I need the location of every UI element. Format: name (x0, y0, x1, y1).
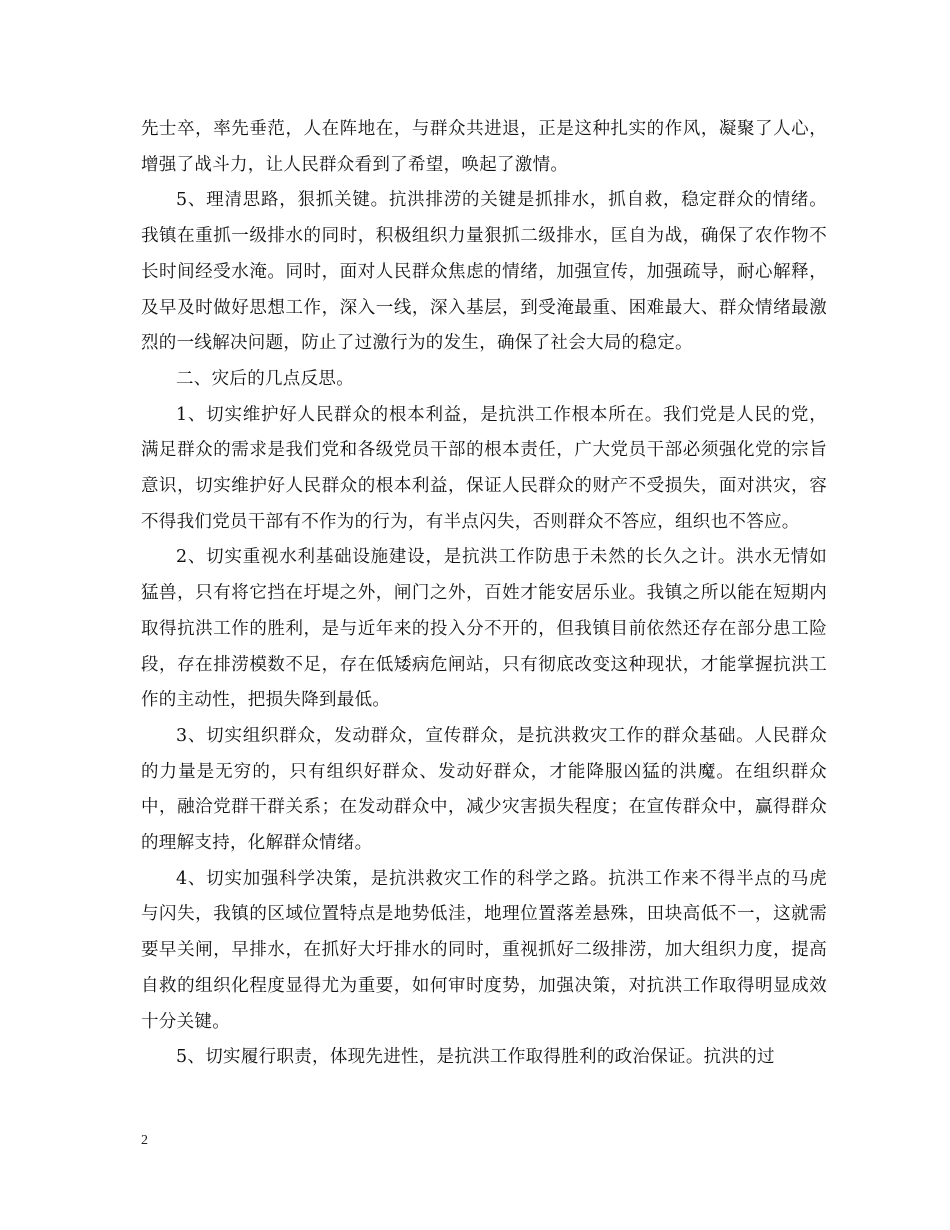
document-body (141, 112, 827, 1076)
paragraph-reflection-5: 5、切实履行职责，体现先进性，是抗洪工作取得胜利的政治保证。抗洪的过 (176, 1047, 775, 1068)
page-number: 2 (141, 1133, 148, 1148)
paragraph-reflection-1: 1、切实维护好人民群众的根本利益，是抗洪工作根本所在。我们党是人民的党，满足群众的需求是我们党和各级党员干部的根本责任，广大党员干部必须强化党的宗旨意识，切实维护好人民群众的根本利益，保证人民群众的财产不受损失，面对洪灾，容不得我们党员干部有不作为的行为，有半点闪失，否则群众不答应，组织也不答应。 (141, 404, 827, 532)
section-heading-reflections: 二、灾后的几点反思。 (176, 368, 354, 389)
paragraph-reflection-2: 2、切实重视水利基础设施建设，是抗洪工作防患于未然的长久之计。洪水无情如猛兽，只有将它挡在圩堤之外，闸门之外，百姓才能安居乐业。我镇之所以能在短期内取得抗洪工作的胜利，是与近年来的投入分不开的，但我镇目前依然还存在部分患工险段，存在排涝模数不足，存在低矮病危闸站，只有彻底改变这种现状，才能掌握抗洪工作的主动性，把损失降到最低。 (141, 547, 827, 711)
paragraph-reflection-3: 3、切实组织群众，发动群众，宣传群众，是抗洪救灾工作的群众基础。人民群众的力量是无穷的，只有组织好群众、发动好群众，才能降服凶猛的洪魔。在组织群众中，融洽党群干群关系；在发动群众中，减少灾害损失程度；在宣传群众中，赢得群众的理解支持，化解群众情绪。 (141, 725, 827, 854)
paragraph-reflection-4: 4、切实加强科学决策，是抗洪救灾工作的科学之路。抗洪工作来不得半点的马虎与闪失，我镇的区域位置特点是地势低洼，地理位置落差悬殊，田块高低不一，这就需要早关闸，早排水，在抓好大圩排水的同时，重视抓好二级排涝，加大组织力度，提高自救的组织化程度显得尤为重要，如何审时度势，加强决策，对抗洪工作取得明显成效十分关键。 (141, 868, 827, 1032)
paragraph-continuation: 先士卒，率先垂范，人在阵地在，与群众共进退，正是这种扎实的作风，凝聚了人心，增强了战斗力，让人民群众看到了希望，唤起了激情。 (141, 119, 827, 175)
paragraph-point-5-strategy: 5、理清思路，狠抓关键。抗洪排涝的关键是抓排水，抓自救，稳定群众的情绪。我镇在重抓一级排水的同时，积极组织力量狠抓二级排水，匡自为战，确保了农作物不长时间经受水淹。同时，面对人民群众焦虑的情绪，加强宣传，加强疏导，耐心解释，及早及时做好思想工作，深入一线，深入基层，到受淹最重、困难最大、群众情绪最激烈的一线解决问题，防止了过激行为的发生，确保了社会大局的稳定。 (141, 190, 827, 354)
